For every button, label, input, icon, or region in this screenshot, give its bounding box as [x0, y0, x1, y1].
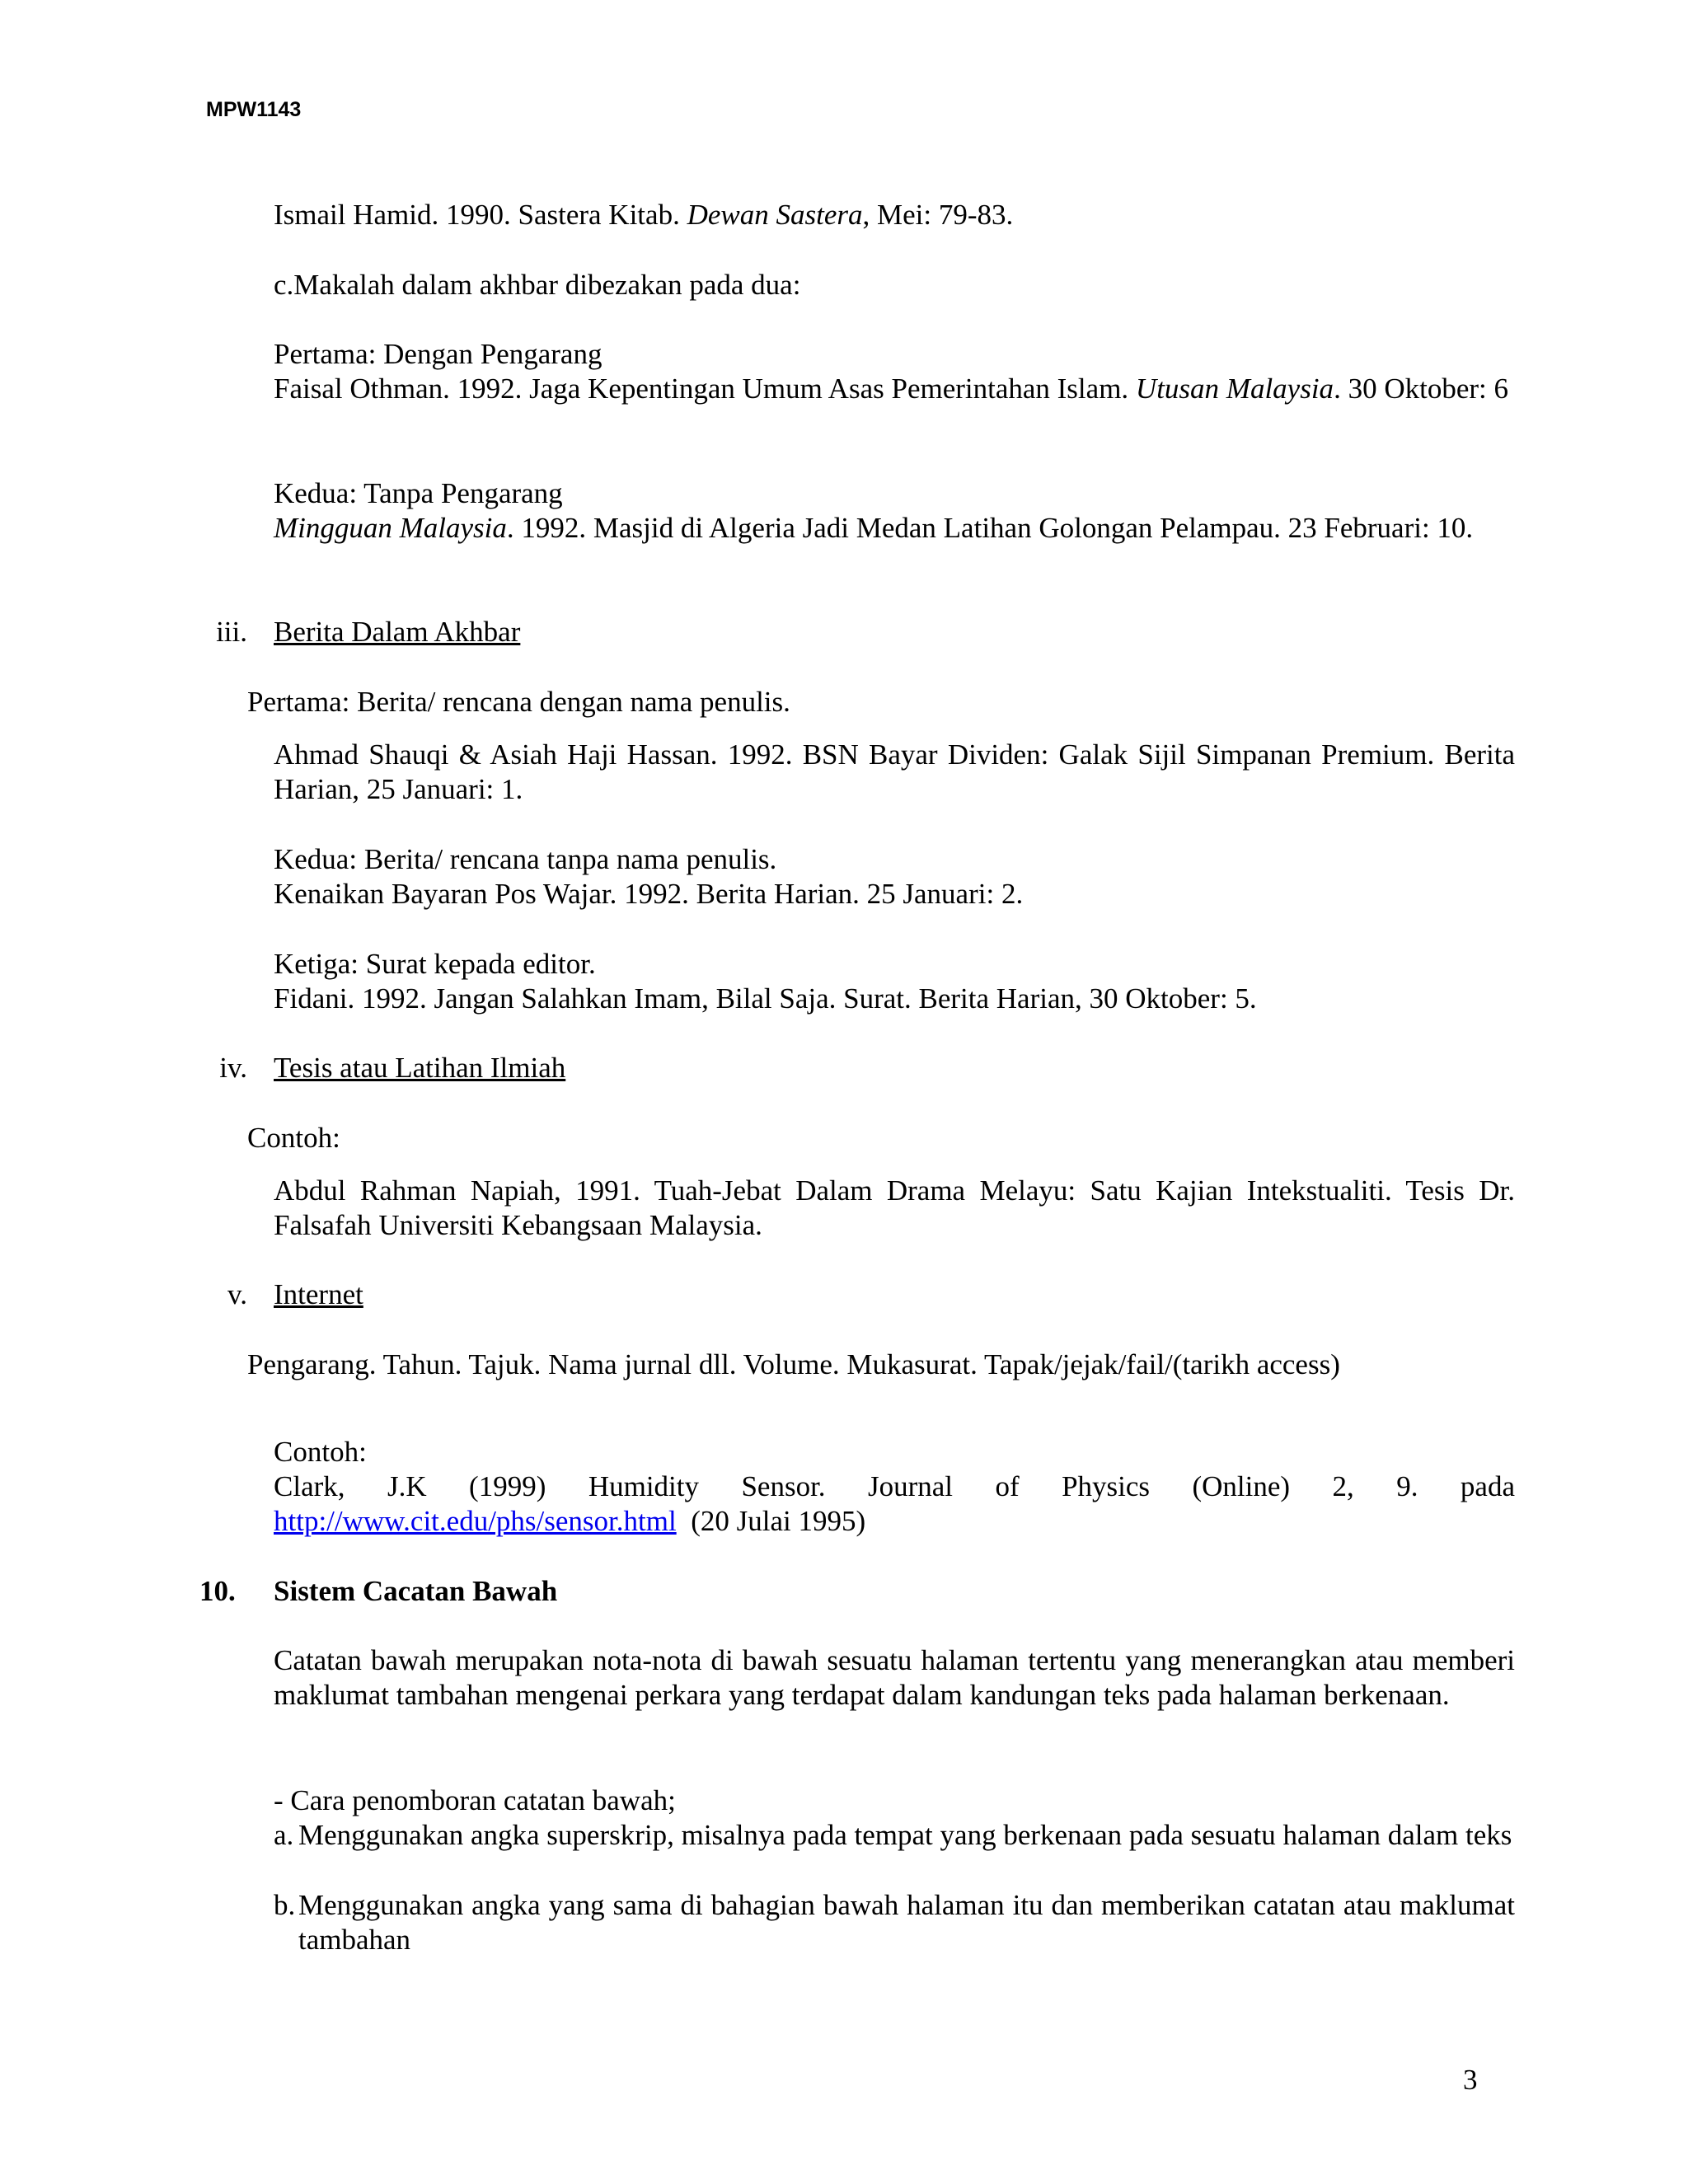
reference-fidani: Fidani. 1992. Jangan Salahkan Imam, Bilal Saja. Surat. Berita Harian, 30 Oktober: 5.	[274, 982, 1257, 1015]
list-text: Menggunakan angka superskrip, misalnya pada tempat yang berkenaan pada sesuatu halaman dalam teks	[298, 1819, 1512, 1851]
page-number: 3	[1463, 2064, 1478, 2096]
reference-kenaikan-bayaran: Kenaikan Bayaran Pos Wajar. 1992. Berita Harian. 25 Januari: 2.	[274, 878, 1024, 910]
berita-third-label: Ketiga: Surat kepada editor.	[274, 948, 596, 980]
reference-text: Ismail Hamid. 1990. Sastera Kitab.	[274, 199, 687, 231]
catatan-bawah-paragraph: Catatan bawah merupakan nota-nota di bawah sesuatu halaman tertentu yang menerangkan atau memberi maklumat tambahan mengenai perkara yang terdapat dalam kandungan teks pada halaman berkenaan.	[274, 1644, 1515, 1711]
reference-text: , Mei: 79-83.	[862, 199, 1014, 231]
list-text: Makalah dalam akhbar dibezakan pada dua:	[293, 269, 801, 301]
berita-first-label: Pertama: Berita/ rencana dengan nama penulis.	[247, 686, 790, 718]
reference-faisal-othman	[274, 372, 1515, 406]
list-label: a.	[274, 1819, 294, 1851]
section-title-sistem-cacatan-bawah: Sistem Cacatan Bawah	[274, 1575, 558, 1607]
reference-access-date: (20 Julai 1995)	[691, 1505, 866, 1537]
reference-ahmad-shauqi: Ahmad Shauqi & Asiah Haji Hassan. 1992. BSN Bayar Dividen: Galak Sijil Simpanan Premium. Berita Harian, 25 Januari: 1.	[274, 738, 1515, 805]
reference-text: . 30 Oktober: 6	[1334, 373, 1508, 405]
section-number-10: 10.	[199, 1575, 236, 1607]
reference-newspaper-title: Utusan Malaysia	[1135, 373, 1334, 405]
reference-url-link[interactable]: http://www.cit.edu/phs/sensor.html	[274, 1505, 677, 1537]
numbering-list-intro: - Cara penomboran catatan bawah;	[274, 1784, 676, 1816]
section-numeral-iii: iii.	[216, 616, 247, 648]
makalah-second-label: Kedua: Tanpa Pengarang	[274, 477, 563, 509]
document-code-header: MPW1143	[206, 98, 302, 121]
berita-second-label: Kedua: Berita/ rencana tanpa nama penulis.	[274, 843, 777, 875]
list-item-c	[274, 268, 1515, 302]
tesis-example-label: Contoh:	[247, 1122, 340, 1154]
section-title-tesis: Tesis atau Latihan Ilmiah	[274, 1052, 566, 1084]
makalah-first-label: Pertama: Dengan Pengarang	[274, 338, 603, 370]
section-numeral-v: v.	[227, 1278, 247, 1310]
section-numeral-iv: iv.	[219, 1052, 247, 1084]
list-label: b.	[274, 1889, 296, 1921]
reference-clark-line2	[274, 1504, 1515, 1539]
numbering-list-item-a	[274, 1818, 1515, 1853]
reference-text: . 1992. Masjid di Algeria Jadi Medan Latihan Golongan Pelampau. 23 Februari: 10.	[506, 512, 1474, 544]
internet-example-label: Contoh:	[274, 1436, 367, 1468]
section-title-internet: Internet	[274, 1278, 363, 1310]
reference-journal-title: Dewan Sastera	[687, 199, 863, 231]
list-label: c.	[274, 269, 294, 301]
reference-clark-line1: Clark, J.K (1999) Humidity Sensor. Journal of Physics (Online) 2, 9. pada	[274, 1470, 1515, 1502]
numbering-list-item-b	[274, 1888, 1515, 1957]
reference-text: Faisal Othman. 1992. Jaga Kepentingan Umum Asas Pemerintahan Islam.	[274, 373, 1136, 405]
reference-abdul-rahman-napiah: Abdul Rahman Napiah, 1991. Tuah-Jebat Dalam Drama Melayu: Satu Kajian Intekstualiti. Tesis Dr. Falsafah Universiti Kebangsaan Malaysia.	[274, 1174, 1515, 1241]
internet-format: Pengarang. Tahun. Tajuk. Nama jurnal dll. Volume. Mukasurat. Tapak/jejak/fail/(tarikh access)	[247, 1348, 1340, 1380]
reference-ismail-hamid	[274, 198, 1515, 232]
reference-newspaper-title: Mingguan Malaysia	[274, 512, 507, 544]
reference-mingguan-malaysia	[274, 511, 1515, 546]
list-text: Menggunakan angka yang sama di bahagian bawah halaman itu dan memberikan catatan atau maklumat tambahan	[298, 1889, 1515, 1956]
section-title-berita: Berita Dalam Akhbar	[274, 616, 521, 648]
